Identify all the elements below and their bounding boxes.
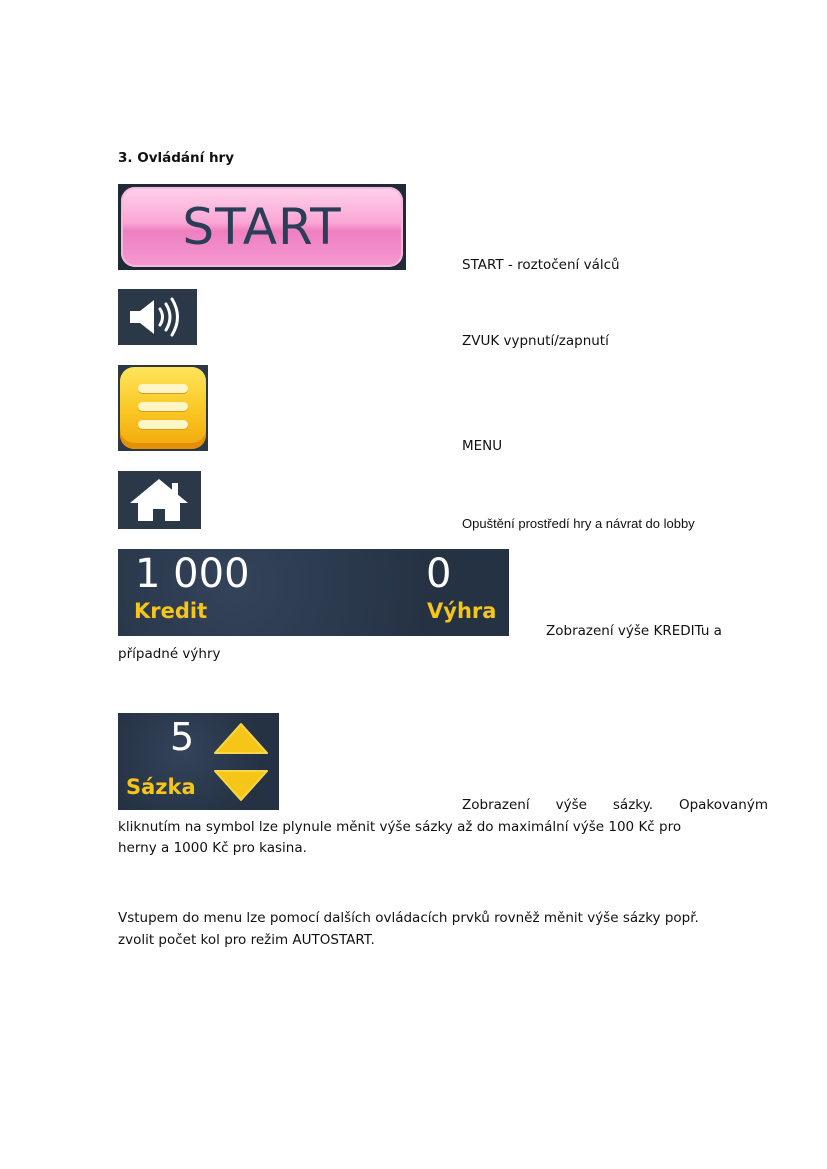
credit-label: Kredit: [134, 599, 208, 623]
bet-caption-line3: herny a 1000 Kč pro kasina.: [118, 840, 307, 856]
menu-icon-bar: [138, 402, 188, 411]
menu-button-image: [118, 365, 208, 451]
menu-note-line2: zvolit počet kol pro režim AUTOSTART.: [118, 932, 375, 948]
start-caption: START - roztočení válců: [462, 257, 620, 273]
start-button-label: START: [182, 198, 342, 256]
bet-panel: [118, 713, 279, 810]
menu-icon-bar: [138, 420, 188, 429]
win-label: Výhra: [427, 599, 497, 623]
home-button[interactable]: [118, 471, 201, 529]
start-button-image: [118, 184, 406, 270]
menu-button[interactable]: [120, 367, 206, 449]
bet-label: Sázka: [126, 775, 196, 799]
bet-value: 5: [170, 715, 195, 759]
credit-value: 1 000: [135, 551, 250, 597]
start-button[interactable]: [121, 187, 403, 267]
menu-caption: MENU: [462, 438, 503, 454]
section-heading: 3. Ovládání hry: [118, 150, 235, 166]
sound-caption: ZVUK vypnutí/zapnutí: [462, 333, 609, 349]
menu-note-line1: Vstupem do menu lze pomocí dalších ovládacích prvků rovněž měnit výše sázky popř.: [118, 910, 699, 926]
win-value: 0: [426, 551, 452, 597]
menu-icon: [138, 384, 188, 393]
arrow-down-icon[interactable]: [212, 767, 270, 803]
credit-caption-line1: Zobrazení výše KREDITu a: [546, 623, 722, 639]
bet-caption-line2: kliknutím na symbol lze plynule měnit výše sázky až do maximální výše 100 Kč pro: [118, 819, 682, 835]
credit-win-panel: [118, 549, 509, 636]
sound-button[interactable]: [118, 289, 197, 345]
arrow-up-icon[interactable]: [212, 721, 270, 757]
home-caption: Opuštění prostředí hry a návrat do lobby: [462, 516, 695, 531]
speaker-icon: [118, 289, 197, 345]
home-icon: [118, 471, 201, 529]
bet-caption-line1: Zobrazení výše sázky. Opakovaným: [462, 797, 768, 813]
credit-caption-line2: případné výhry: [118, 646, 221, 662]
